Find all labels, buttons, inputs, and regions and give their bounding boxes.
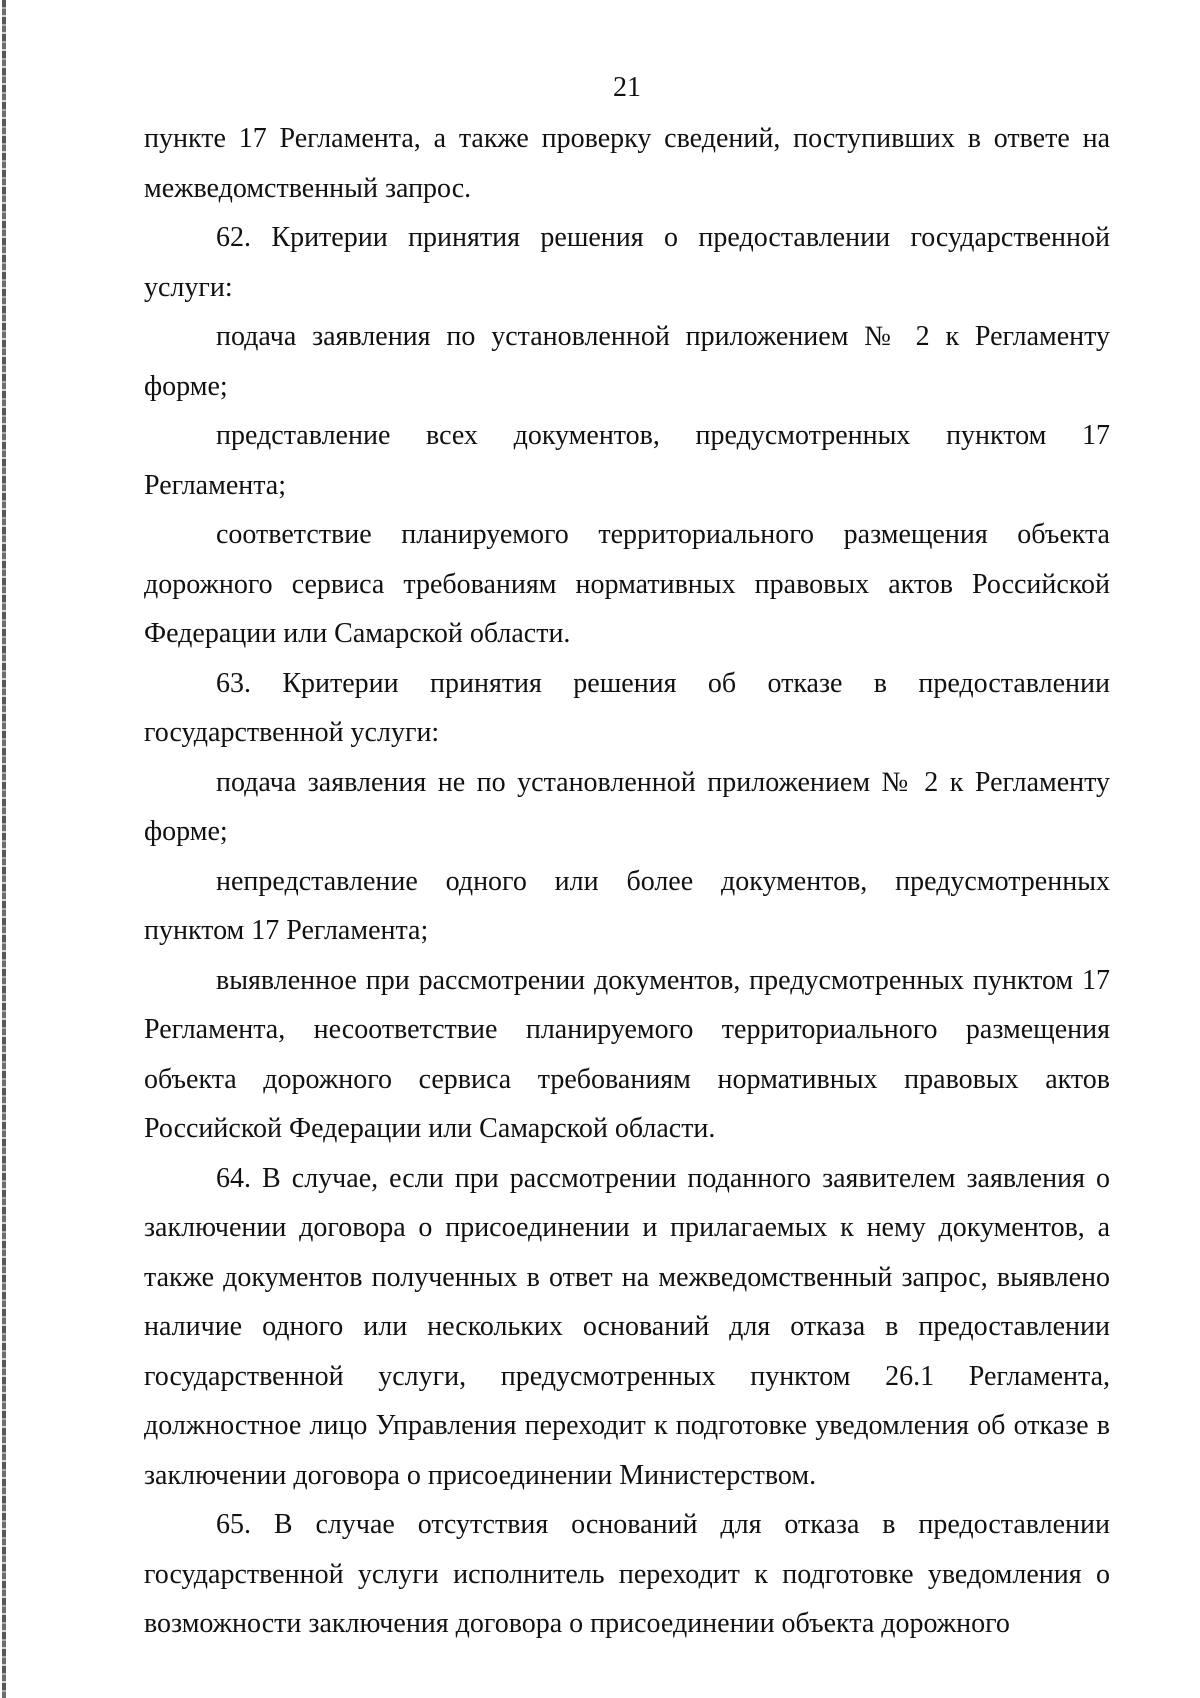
document-page — [144, 68, 1110, 1649]
paragraph-63-item-2: непредставление одного или более документов, предусмотренных пунктом 17 Регламента; — [144, 865, 1110, 946]
paragraph-62-item-1: подача заявления по установленной приложением № 2 к Регламенту форме; — [144, 321, 1110, 402]
paragraph-63-item-3: выявленное при рассмотрении документов, предусмотренных пунктом 17 Регламента, несоответствие планируемого территориального размещения объекта дорожного сервиса требованиям нормативных правовых актов Российской Федерации или Самарской области. — [144, 964, 1110, 1144]
paragraph-continuation-17: пункте 17 Регламента, а также проверку сведений, поступивших в ответе на межведомственный запрос. — [144, 123, 1110, 204]
scan-edge — [2, 0, 6, 1698]
paragraph-65: 65. В случае отсутствия оснований для отказа в предоставлении государственной услуги исполнитель переходит к подготовке уведомления о возможности заключения договора о присоединении объекта дорожного — [144, 1509, 1110, 1639]
paragraph-62: 62. Критерии принятия решения о предоставлении государственной услуги: — [144, 222, 1110, 303]
paragraph-64: 64. В случае, если при рассмотрении поданного заявителем заявления о заключении договора о присоединении и прилагаемых к нему документов, а также документов полученных в ответ на межведомственный запрос, выявлено наличие одного или нескольких оснований для отказа в предоставлении государственной услуги, предусмотренных пунктом 26.1 Регламента, должностное лицо Управления переходит к подготовке уведомления об отказе в заключении договора о присоединении Министерством. — [144, 1162, 1110, 1491]
paragraph-63: 63. Критерии принятия решения об отказе в предоставлении государственной услуги: — [144, 667, 1110, 748]
paragraph-63-item-1: подача заявления не по установленной приложением № 2 к Регламенту форме; — [144, 766, 1110, 847]
paragraph-62-item-2: представление всех документов, предусмотренных пунктом 17 Регламента; — [144, 420, 1110, 501]
paragraph-62-item-3: соответствие планируемого территориального размещения объекта дорожного сервиса требованиям нормативных правовых актов Российской Федерации или Самарской области. — [144, 519, 1110, 649]
page-number: 21 — [613, 72, 641, 103]
